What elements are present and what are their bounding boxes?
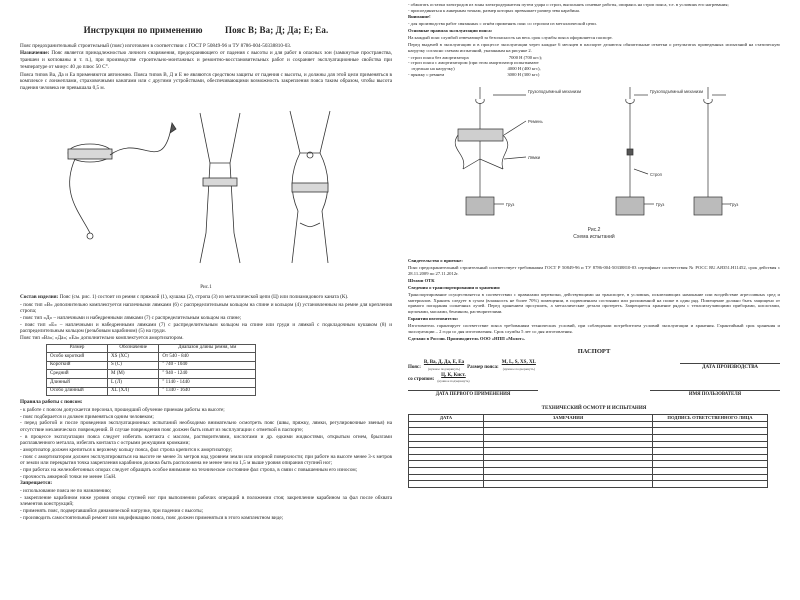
label-remen: Ремень [528, 118, 543, 124]
warranty-text: Изготовитель гарантирует соответствие пояса требованиям технических условий, при соблюдении потребителем условий эксплуатации и хранения. Гарантийный срок хранения и эксплуатации – 2 года со дня изготовления. Срок службы 5 лет со дня изготовления. [408, 323, 780, 335]
table-row [409, 461, 768, 468]
test-schema-drawing [408, 79, 780, 249]
warranty-heading: Гарантии изготовителя: [408, 316, 459, 322]
test-schema [408, 79, 780, 257]
size-table [46, 344, 256, 397]
inspection-title: ТЕХНИЧЕСКИЙ ОСМОТР И ИСПЫТАНИЯ [541, 405, 647, 411]
instruction-title: Инструкция по применению Пояс В; Ва; Д; Да; Е; Еа. [83, 25, 329, 35]
table-row [409, 481, 768, 488]
load-line: - строп пояса с амортизатором (при этом амортизатор испытывают [408, 60, 539, 66]
label-lyamki: Лямки [528, 154, 541, 160]
table-row: Средний M (М) " 940 - 1240 [47, 370, 256, 379]
table-row [409, 421, 768, 428]
figure-1-caption: Рис.1 [200, 285, 212, 291]
composition-item: - пояс тип «В» дополнительно комплектуется наплечными лямками (6) с распределительным кольцом на спине и кольцом (4) установленным на ремне для крепления стропа; [20, 301, 392, 315]
label-gruz-mechanism-1: Грузоподъёмный механизм [528, 88, 582, 94]
transport-heading: Сведения о транспортировании и хранении: [408, 284, 501, 290]
belt-sizes: М, L, S, XS, XL [501, 360, 536, 366]
basic-rule: Перед выдачей в эксплуатацию и в процессе эксплуатации через каждые 6 месяцев в паспорте делаются обязательные отметки о результатах проведенных испытаний на статическую нагрузку согласно схемам испытаний, указанным на рисунке 2. [408, 41, 780, 53]
figure-2-caption: Рис.2 [587, 226, 601, 233]
figure-1 [20, 93, 392, 283]
passport-dates [408, 390, 780, 398]
rule-item: - к работе с поясом допускается персонал, прошедший обучение приемам работы на высоте; [20, 407, 225, 414]
purpose-paragraph-2: Пояса типов Ва, Да и Еа применяются автономно. Пояса типов В, Д и Е не являются средством защиты от падения с высоты, и должны для этой цели применяться в комплексе с лонжеплами, страховочными канатами или с другими устройствами, обеспечивающими возможность закрепления пояса таким образом, чтобы высота падения человека не превышала 0,5 м. [20, 71, 392, 91]
table-row [409, 474, 768, 481]
table-row [409, 434, 768, 441]
left-page [20, 22, 392, 594]
made-in: Сделано в России. Производитель ООО «НПП «Молот». [408, 336, 526, 342]
size-table-header: Размер Обозначение Диапазон длины ремня, мм [47, 344, 256, 353]
stamp: Штамп ОТК [408, 277, 435, 283]
intro-paragraph: Пояс предохранительный строительный (пояс) изготовлен в соответствии с ГОСТ Р 50849-96 и ТУ 8786-004-50338810-03. [20, 42, 292, 49]
user-name-label: ИМЯ ПОЛЬЗОВАТЕЛЯ [650, 390, 780, 398]
first-use-date-label: ДАТА ПЕРВОГО ПРИМЕНЕНИЯ [408, 390, 538, 398]
rule-item: - амортизатор должен крепиться к верхнему кольцу пояса, фал стропа крепится к амортизатору; [20, 447, 233, 453]
passport-strop-line: со стропом: Ц, К, Кист. (нужное подчеркнуть) [408, 372, 470, 384]
prohibited-heading: Запрещается: [20, 480, 53, 487]
rules-heading: Правила работы с поясом: [20, 399, 83, 406]
prohibited-item: - присоединяться к анкерным точкам, размер которых превышает размер зева карабина. [408, 7, 581, 13]
prohibited-item: - закрепление карабином ниже уровня опоры ступней ног при выполнении рабочих операций в положении стоя; закрепление карабином за фал после обхвата элементов конструкций; [20, 494, 392, 508]
passport-title: ПАСПОРТ [577, 347, 611, 355]
table-row: Длинный L (Л) " 1140 - 1440 [47, 379, 256, 388]
table-row [409, 441, 768, 448]
table-row [409, 428, 768, 435]
load-line: - строп пояса без амортизатора 7000 Н (700 кгс); [408, 54, 543, 60]
load-line: отдельно на нагрузку) 4000 Н (400 кгс), [408, 66, 541, 72]
belt-types: В, Ва, Д, Да, Е, Еа [423, 360, 465, 366]
table-row: Особо длинный XL (XЛ) " 1340 - 1640 [47, 387, 256, 396]
label-gruz-mid: Груз [656, 201, 665, 207]
rule-item: - при работах на железобетонных опорах следует обращать особое внимание на техническое состояние фал стропа, в связи с повышенным его износом; [20, 466, 358, 473]
composition-item: - пояс тип «Е» – наплечными и набедренными лямками (7) с распределительным кольцом на спине или груди и лямкой с подкладочным кушаком (8) и распределительным кольцом (резьбовым карабином) (5) на груди. [20, 321, 392, 335]
composition-item: - пояс тип «Д» – наплечными и набедренными лямками (7) с распределительным кольцом на спине; [20, 315, 242, 322]
cert-heading: Свидетельство о приемке: [408, 257, 463, 263]
inspection-table [408, 414, 768, 488]
table-row [409, 467, 768, 474]
table-row: Особо короткий XS (XC) От 540 - 840 [47, 353, 256, 362]
prohibited-item: - применять пояс, подвергавшийся динамической нагрузке, при падении с высоты; [20, 508, 204, 515]
attention-heading: Внимание! [408, 13, 431, 19]
label-gruz-left: Груз [506, 201, 515, 207]
transport-text: Транспортирование осуществляется в соответствии с правилами перевозки, действующими на транспорте, в условиях, исключающих намокание или воздействие агрессивных сред и материалов. Хранить следует в сухом (влажность не более 70%) помещении, в подвешенном состоянии или разложенной на полке в один ряд. Помещение должно быть защищено от прямого попадания солнечных лучей. Перед хранением просушить, а металлические детали протереть. Запрещается хранение рядом с теплоизлучающими приборами, кислотами, щелочами, маслами, бензином, растворителями. [408, 291, 780, 315]
prohibited-item: - использование пояса не по назначению; [20, 488, 112, 495]
basic-rule: На каждый пояс службой отвечающей за безопасность на весь срок службы пояса оформляется паспорт. [408, 34, 613, 40]
label-strop: Строп [650, 171, 662, 177]
cert-text: Пояс предохранительный строительный соответствует требованиям ГОСТ Р 50849-96 и ТУ 8786-004-50338810-03 сертификат соответствия № РОСС RU.АЯ351.Н11452, срок действия с 28.11.2009 по 27.11.2012г. [408, 264, 780, 276]
prohibited-item: - производить самостоятельный ремонт или модификацию пояса, пояс должен применяться в этого комплектном виде; [20, 514, 284, 521]
inspection-table-header: ДАТА ЗАМЕЧАНИЯ ПОДПИСЬ ОТВЕТСТВЕННОГО ЛИЦА [409, 414, 768, 421]
load-line: - пряжку с ремнем 3000 Н (300 кгс) [408, 72, 540, 78]
passport-belt-line: Пояс: В, Ва, Д, Да, Е, Еа (нужное подчеркнуть) Размер пояса: М, L, S, XS, XL (нужное подчеркнуть) ДАТА ПРОИЗВОДСТВА [408, 360, 780, 371]
table-row: Короткий S (С) " 740 - 1040 [47, 361, 256, 370]
label-gruz-right: Груз [730, 201, 739, 207]
rule-item: - пояс подбирается и должен применяться одним человеком; [20, 413, 154, 420]
harness-illustrations [20, 93, 392, 275]
attention-text: - для производства работ связанных с огнём применять пояс со стропом из металлической цепи. [408, 20, 597, 26]
figure-2-subcaption: Схема испытаний [573, 233, 615, 240]
composition-item: Пояс тип «Ва»; «Да»; «Еа» дополнительно комплектуется амортизатором. [20, 335, 184, 341]
table-row [409, 454, 768, 461]
prohibited-item: - обжигать остатки электродов из зоны электродержателя путем удара о строп, выполнять огневые работы, опираясь на строп пояса, т.е. в условиях его нагревания; [408, 2, 729, 7]
purpose-paragraph: Назначение: Пояс является принадлежностью личного снаряжения, предохраняющего от падения с высоты и для работ в опасных зон (замкнутые пространства, траншеи и котлованы и т. п.), при производстве строительно-монтажных и ремонтно-восстановительных работ и сохраняет эксплуатационные свойства при температуре от минус 40 до плюс 50 С°. [20, 50, 392, 70]
basic-rules-heading: Основные правила эксплуатации пояса: [408, 27, 493, 33]
table-row [409, 448, 768, 455]
rule-item: - прочность анкерной точки не менее 15кН. [20, 473, 117, 480]
production-date-label: ДАТА ПРОИЗВОДСТВА [680, 363, 780, 371]
rule-item: - пояс с амортизатором должен эксплуатироваться на высоте не менее 3х метров над уровнем земли или опорной поверхности; при работе на высоте менее 3-х метров от земли или перекрытия точка закрепления карабинов должна быть расположена не менее чем на 1,5 м выше уровня опирания ступней ног; [20, 453, 392, 467]
label-gruz-mechanism-2: Грузоподъёмный механизм [650, 88, 704, 94]
rule-item: - в процессе эксплуатации пояса следует избегать контакта с маслом, растворителями, кислотами и др. едкими жидкостями, открытым огнем, брызгами расплавленного металла, избегать контакта с острыми режущими кромками; [20, 433, 392, 447]
right-page [408, 2, 780, 598]
composition-paragraph: Состав изделия: Пояс (см. рис. 1) состоит из ремня с пряжкой (1), кушака (2), стропа (3) из металлической цепи (Ц) или полиамидового каната (К). [20, 293, 349, 300]
rule-item: - перед работой и после проведения эксплуатационных испытаний необходимо внимательно осмотреть пояс (швы, пряжку, лямки, регулировочные звенья) на отсутствие механических повреждений. В случае повреждения пояс должен быть изъят из эксплуатации с отметкой в паспорте; [20, 420, 392, 434]
strop-types: Ц, К, Кист. [441, 372, 466, 378]
